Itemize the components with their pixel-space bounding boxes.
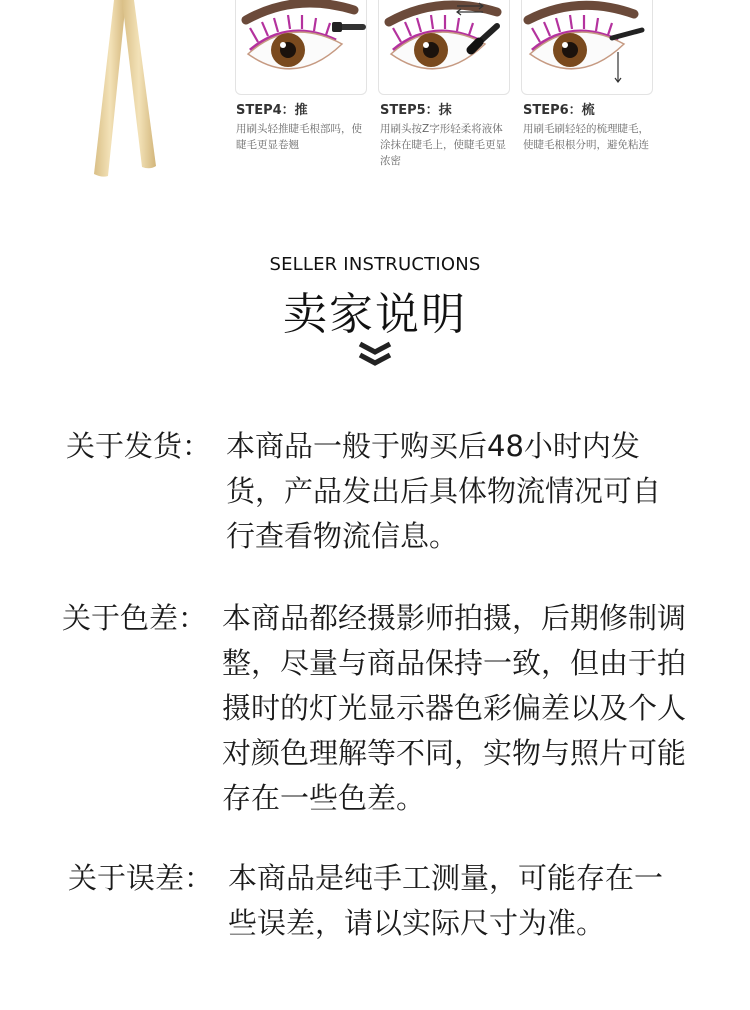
note-shipping-label: 关于发货： [66, 429, 212, 463]
note-color-text: 本商品都经摄影师拍摄，后期修制调整，尽量与商品保持一致，但由于拍摄时的灯光显示器色彩偏差以及个人对颜色理解等不同，实物与照片可能存在一些色差。 [222, 601, 687, 815]
step6-title: STEP6：梳 [523, 103, 595, 118]
step4-description: 用刷头轻推睫毛根部吗，使睫毛更显卷翘 [236, 123, 362, 151]
double-chevron-down-icon [357, 340, 393, 372]
step4-title: STEP4：推 [236, 103, 308, 118]
step6-illustration [521, 0, 653, 95]
note-color-label: 关于色差： [62, 601, 208, 635]
step4-illustration [235, 0, 367, 95]
up-down-arrow-icon [615, 52, 621, 82]
wooden-sticks-image [88, 0, 168, 180]
step5-title: STEP5：抹 [380, 103, 452, 118]
section-subtitle-en: SELLER INSTRUCTIONS [269, 254, 481, 275]
section-title: 卖家说明 [283, 289, 467, 340]
note-shipping-text: 本商品一般于购买后48小时内发货，产品发出后具体物流情况可自行查看物流信息。 [226, 429, 662, 553]
note-error-label: 关于误差： [68, 861, 214, 895]
step5-illustration [378, 0, 510, 95]
step6-description: 用刷毛刷轻轻的梳理睫毛，使睫毛根根分明，避免粘连 [523, 123, 649, 151]
note-error-text: 本商品是纯手工测量，可能存在一些误差，请以实际尺寸为准。 [228, 861, 664, 940]
step5-description: 用刷头按Z字形轻柔将液体涂抹在睫毛上，使睫毛更显浓密 [380, 123, 506, 167]
